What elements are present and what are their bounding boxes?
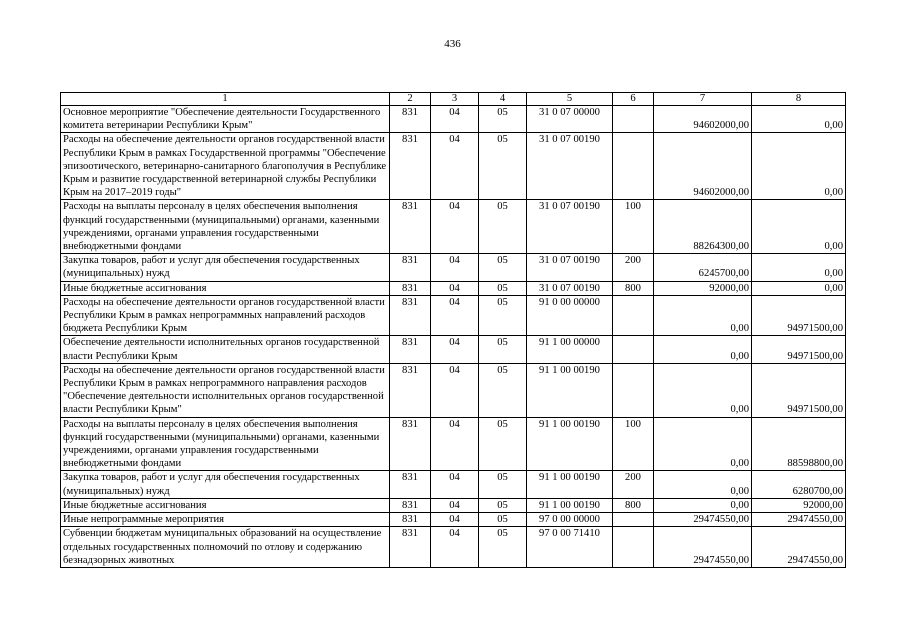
subsection-code-cell: 05 — [479, 200, 527, 254]
department-code-cell: 831 — [390, 200, 431, 254]
amount-col7-cell: 0,00 — [654, 295, 752, 336]
department-code-cell: 831 — [390, 513, 431, 527]
amount-col7-cell: 92000,00 — [654, 281, 752, 295]
column-header: 6 — [613, 93, 654, 106]
target-article-cell: 91 1 00 00190 — [527, 363, 613, 417]
expense-name-cell: Расходы на обеспечение деятельности органов государственной власти Республики Крым в рамках непрограммного направления расходов "Обеспечение деятельности исполнительных органов государственной власти Республики Крым" — [61, 363, 390, 417]
amount-col7-cell: 29474550,00 — [654, 513, 752, 527]
target-article-cell: 91 1 00 00190 — [527, 498, 613, 512]
table-row — [61, 527, 846, 568]
table-row — [61, 106, 846, 133]
amount-col8-cell: 94971500,00 — [752, 336, 846, 363]
amount-col8-cell: 6280700,00 — [752, 471, 846, 498]
amount-col7-cell: 88264300,00 — [654, 200, 752, 254]
expense-name-cell: Основное мероприятие "Обеспечение деятельности Государственного комитета ветеринарии Республики Крым" — [61, 106, 390, 133]
expense-name-cell: Иные бюджетные ассигнования — [61, 498, 390, 512]
amount-col8-cell: 94971500,00 — [752, 363, 846, 417]
column-header: 7 — [654, 93, 752, 106]
expense-type-cell — [613, 363, 654, 417]
table-row — [61, 498, 846, 512]
amount-col7-cell: 94602000,00 — [654, 106, 752, 133]
amount-col8-cell: 0,00 — [752, 200, 846, 254]
subsection-code-cell: 05 — [479, 527, 527, 568]
target-article-cell: 91 1 00 00190 — [527, 471, 613, 498]
amount-col7-cell: 0,00 — [654, 417, 752, 471]
expense-type-cell: 100 — [613, 200, 654, 254]
subsection-code-cell: 05 — [479, 417, 527, 471]
expense-type-cell — [613, 336, 654, 363]
amount-col7-cell: 29474550,00 — [654, 527, 752, 568]
expense-type-cell: 800 — [613, 281, 654, 295]
table-row — [61, 513, 846, 527]
amount-col7-cell: 0,00 — [654, 336, 752, 363]
table-row — [61, 200, 846, 254]
amount-col7-cell: 0,00 — [654, 498, 752, 512]
department-code-cell: 831 — [390, 133, 431, 200]
amount-col8-cell: 0,00 — [752, 281, 846, 295]
section-code-cell: 04 — [431, 527, 479, 568]
amount-col8-cell: 88598800,00 — [752, 417, 846, 471]
subsection-code-cell: 05 — [479, 363, 527, 417]
page-number: 436 — [444, 38, 461, 50]
column-header: 3 — [431, 93, 479, 106]
expense-name-cell: Обеспечение деятельности исполнительных органов государственной власти Республики Крым — [61, 336, 390, 363]
expense-name-cell: Расходы на выплаты персоналу в целях обеспечения выполнения функций государственными (муниципальными) органами, казенными учреждениями, органами управления государственными внебюджетными фондами — [61, 417, 390, 471]
subsection-code-cell: 05 — [479, 281, 527, 295]
amount-col8-cell: 29474550,00 — [752, 513, 846, 527]
section-code-cell: 04 — [431, 281, 479, 295]
expense-name-cell: Иные непрограммные мероприятия — [61, 513, 390, 527]
subsection-code-cell: 05 — [479, 106, 527, 133]
expense-type-cell: 100 — [613, 417, 654, 471]
amount-col8-cell: 0,00 — [752, 106, 846, 133]
table-row — [61, 133, 846, 200]
table-row — [61, 417, 846, 471]
column-header: 1 — [61, 93, 390, 106]
target-article-cell: 91 0 00 00000 — [527, 295, 613, 336]
subsection-code-cell: 05 — [479, 133, 527, 200]
amount-col7-cell: 0,00 — [654, 363, 752, 417]
expense-type-cell — [613, 133, 654, 200]
expense-name-cell: Закупка товаров, работ и услуг для обеспечения государственных (муниципальных) нужд — [61, 254, 390, 281]
section-code-cell: 04 — [431, 133, 479, 200]
expense-type-cell: 800 — [613, 498, 654, 512]
department-code-cell: 831 — [390, 498, 431, 512]
expense-name-cell: Расходы на обеспечение деятельности органов государственной власти Республики Крым в рамках Государственной программы "Обеспечение эпизоотического, ветеринарно-санитарного благополучия в Республике Крым и развитие государственной ветеринарной службы Республики Крым на 2017–2019 годы" — [61, 133, 390, 200]
expense-name-cell: Расходы на обеспечение деятельности органов государственной власти Республики Крым в рамках непрограммных направлений расходов бюджета Республики Крым — [61, 295, 390, 336]
department-code-cell: 831 — [390, 417, 431, 471]
amount-col8-cell: 0,00 — [752, 133, 846, 200]
table-row — [61, 471, 846, 498]
target-article-cell: 97 0 00 00000 — [527, 513, 613, 527]
section-code-cell: 04 — [431, 513, 479, 527]
column-header: 2 — [390, 93, 431, 106]
column-header: 5 — [527, 93, 613, 106]
department-code-cell: 831 — [390, 295, 431, 336]
section-code-cell: 04 — [431, 498, 479, 512]
expense-name-cell: Расходы на выплаты персоналу в целях обеспечения выполнения функций государственными (муниципальными) органами, казенными учреждениями, органами управления государственными внебюджетными фондами — [61, 200, 390, 254]
amount-col8-cell: 92000,00 — [752, 498, 846, 512]
subsection-code-cell: 05 — [479, 254, 527, 281]
target-article-cell: 31 0 07 00000 — [527, 106, 613, 133]
target-article-cell: 31 0 07 00190 — [527, 200, 613, 254]
expense-type-cell — [613, 106, 654, 133]
target-article-cell: 91 1 00 00190 — [527, 417, 613, 471]
target-article-cell: 97 0 00 71410 — [527, 527, 613, 568]
budget-table — [60, 92, 846, 568]
expense-name-cell: Субвенции бюджетам муниципальных образований на осуществление отдельных государственных полномочий по отлову и содержанию безнадзорных животных — [61, 527, 390, 568]
section-code-cell: 04 — [431, 200, 479, 254]
amount-col8-cell: 0,00 — [752, 254, 846, 281]
expense-type-cell — [613, 513, 654, 527]
amount-col7-cell: 6245700,00 — [654, 254, 752, 281]
department-code-cell: 831 — [390, 336, 431, 363]
subsection-code-cell: 05 — [479, 498, 527, 512]
column-number-row — [61, 93, 846, 106]
table-row — [61, 281, 846, 295]
amount-col8-cell: 29474550,00 — [752, 527, 846, 568]
section-code-cell: 04 — [431, 106, 479, 133]
department-code-cell: 831 — [390, 527, 431, 568]
section-code-cell: 04 — [431, 336, 479, 363]
subsection-code-cell: 05 — [479, 295, 527, 336]
expense-type-cell: 200 — [613, 254, 654, 281]
expense-name-cell: Иные бюджетные ассигнования — [61, 281, 390, 295]
department-code-cell: 831 — [390, 363, 431, 417]
expense-type-cell — [613, 527, 654, 568]
target-article-cell: 31 0 07 00190 — [527, 254, 613, 281]
amount-col8-cell: 94971500,00 — [752, 295, 846, 336]
amount-col7-cell: 0,00 — [654, 471, 752, 498]
section-code-cell: 04 — [431, 363, 479, 417]
department-code-cell: 831 — [390, 254, 431, 281]
column-header: 8 — [752, 93, 846, 106]
table-row — [61, 254, 846, 281]
section-code-cell: 04 — [431, 295, 479, 336]
expense-type-cell — [613, 295, 654, 336]
expense-name-cell: Закупка товаров, работ и услуг для обеспечения государственных (муниципальных) нужд — [61, 471, 390, 498]
target-article-cell: 91 1 00 00000 — [527, 336, 613, 363]
subsection-code-cell: 05 — [479, 513, 527, 527]
column-header: 4 — [479, 93, 527, 106]
expense-type-cell: 200 — [613, 471, 654, 498]
section-code-cell: 04 — [431, 471, 479, 498]
department-code-cell: 831 — [390, 106, 431, 133]
section-code-cell: 04 — [431, 254, 479, 281]
department-code-cell: 831 — [390, 471, 431, 498]
table-row — [61, 363, 846, 417]
subsection-code-cell: 05 — [479, 336, 527, 363]
subsection-code-cell: 05 — [479, 471, 527, 498]
amount-col7-cell: 94602000,00 — [654, 133, 752, 200]
department-code-cell: 831 — [390, 281, 431, 295]
section-code-cell: 04 — [431, 417, 479, 471]
target-article-cell: 31 0 07 00190 — [527, 133, 613, 200]
target-article-cell: 31 0 07 00190 — [527, 281, 613, 295]
table-row — [61, 295, 846, 336]
table-row — [61, 336, 846, 363]
